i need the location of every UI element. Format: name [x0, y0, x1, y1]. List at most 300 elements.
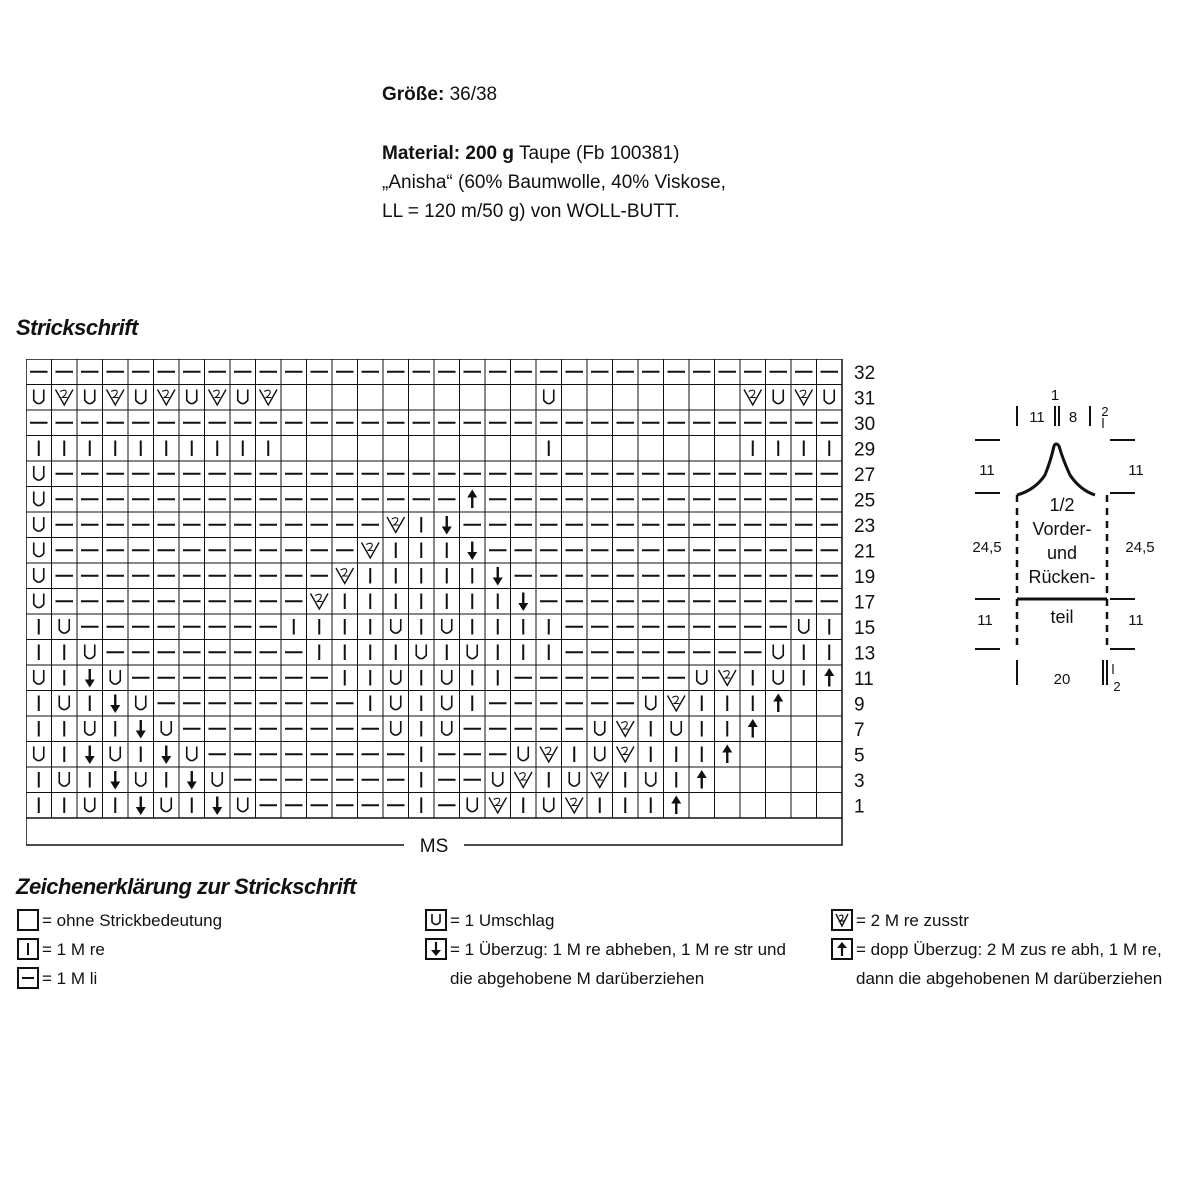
purl-stitch-icon [766, 589, 792, 615]
k2tog-icon [511, 767, 537, 793]
k2tog-icon [715, 665, 741, 691]
purl-stitch-icon [332, 767, 358, 793]
purl-stitch-icon [179, 691, 205, 717]
yarn-over-icon [434, 716, 460, 742]
knit-stitch-icon [358, 563, 384, 589]
knit-stitch-icon [638, 793, 664, 819]
schema-label-part: teil [1050, 607, 1074, 627]
purl-stitch-icon [664, 665, 690, 691]
purl-stitch-icon [536, 487, 562, 513]
k2tog-icon [791, 385, 817, 411]
purl-stitch-icon [307, 512, 333, 538]
knit-stitch-icon [358, 665, 384, 691]
purl-stitch-icon [128, 410, 154, 436]
purl-stitch-icon [358, 461, 384, 487]
purl-stitch-icon [562, 461, 588, 487]
dim-top-2: 2 [1101, 404, 1109, 419]
purl-stitch-icon [256, 410, 282, 436]
purl-stitch-icon [154, 538, 180, 564]
purl-stitch-icon [715, 512, 741, 538]
knit-stitch-icon [511, 614, 537, 640]
purl-stitch-icon [460, 461, 486, 487]
purl-stitch-icon [230, 538, 256, 564]
yarn-over-icon [230, 385, 256, 411]
purl-stitch-icon [256, 691, 282, 717]
purl-stitch-icon [536, 410, 562, 436]
purl-stitch-icon [638, 665, 664, 691]
knit-stitch-icon [740, 665, 766, 691]
yarn-over-icon [587, 716, 613, 742]
purl-stitch-icon [205, 614, 231, 640]
purl-stitch-icon [179, 487, 205, 513]
purl-stitch-icon [307, 767, 333, 793]
yarn-over-icon [52, 691, 78, 717]
knit-stitch-icon [817, 614, 843, 640]
knit-stitch-icon [205, 436, 231, 462]
purl-stitch-icon [715, 640, 741, 666]
purl-stitch-icon [154, 665, 180, 691]
empty-cell-icon [17, 909, 39, 931]
purl-stitch-icon [817, 512, 843, 538]
double-slip-arrow-up-icon [817, 665, 843, 691]
knit-stitch-icon [128, 742, 154, 768]
k2tog-icon [103, 385, 129, 411]
purl-stitch-icon [205, 487, 231, 513]
purl-stitch-icon [52, 538, 78, 564]
k2tog-icon [536, 742, 562, 768]
dim-bottom-2: 2 [1113, 679, 1121, 694]
purl-stitch-icon [664, 640, 690, 666]
slip-over-arrow-down-icon [103, 767, 129, 793]
purl-stitch-icon [154, 359, 180, 385]
knit-stitch-icon [307, 614, 333, 640]
knit-stitch-icon [740, 436, 766, 462]
purl-stitch-icon [613, 691, 639, 717]
purl-stitch-icon [77, 589, 103, 615]
purl-stitch-icon [77, 538, 103, 564]
purl-stitch-icon [434, 410, 460, 436]
purl-stitch-icon [383, 410, 409, 436]
purl-stitch-icon [587, 614, 613, 640]
empty-cell [281, 385, 307, 411]
purl-stitch-icon [230, 614, 256, 640]
purl-stitch-icon [511, 410, 537, 436]
purl-stitch-icon [256, 461, 282, 487]
knit-stitch-icon [332, 665, 358, 691]
purl-stitch-icon [230, 767, 256, 793]
schema-label-back: Rücken- [1028, 567, 1096, 587]
purl-stitch-icon [205, 589, 231, 615]
legend-double-slip-cont: dann die abgehobenen M darüberziehen [856, 969, 1163, 988]
knit-stitch-icon [332, 614, 358, 640]
purl-stitch-icon [77, 461, 103, 487]
purl-stitch-icon [664, 538, 690, 564]
knit-stitch-icon [409, 614, 435, 640]
purl-stitch-icon [77, 487, 103, 513]
purl-stitch-icon [358, 410, 384, 436]
purl-stitch-icon [256, 563, 282, 589]
purl-stitch-icon [766, 410, 792, 436]
purl-stitch-icon [307, 359, 333, 385]
purl-stitch-icon [562, 563, 588, 589]
purl-stitch-icon [103, 640, 129, 666]
yarn-over-icon [154, 793, 180, 819]
yarn-over-icon [425, 909, 447, 931]
purl-stitch-icon [817, 487, 843, 513]
k2tog-icon [831, 909, 853, 931]
purl-stitch-icon [281, 691, 307, 717]
purl-stitch-icon [230, 589, 256, 615]
empty-cell [817, 691, 843, 717]
purl-stitch-icon [179, 640, 205, 666]
yarn-over-icon [766, 385, 792, 411]
purl-stitch-icon [613, 487, 639, 513]
purl-stitch-icon [766, 359, 792, 385]
purl-stitch-icon [205, 359, 231, 385]
k2tog-icon [613, 742, 639, 768]
purl-stitch-icon [664, 359, 690, 385]
yarn-over-icon [26, 589, 52, 615]
purl-stitch-icon [383, 359, 409, 385]
purl-stitch-icon [689, 563, 715, 589]
knit-stitch-icon [485, 589, 511, 615]
knit-stitch-icon [460, 665, 486, 691]
knit-stitch-icon [536, 614, 562, 640]
knit-stitch-icon [434, 589, 460, 615]
purl-stitch-icon [307, 410, 333, 436]
yarn-over-icon [77, 716, 103, 742]
yarn-over-icon [689, 665, 715, 691]
purl-stitch-icon [715, 563, 741, 589]
purl-stitch-icon [434, 767, 460, 793]
purl-stitch-icon [613, 640, 639, 666]
purl-stitch-icon [715, 614, 741, 640]
yarn-over-icon [766, 640, 792, 666]
purl-stitch-icon [409, 487, 435, 513]
purl-stitch-icon [460, 359, 486, 385]
purl-stitch-icon [485, 410, 511, 436]
knit-stitch-icon [664, 742, 690, 768]
knit-stitch-icon [52, 436, 78, 462]
purl-stitch-icon [383, 742, 409, 768]
purl-stitch-icon [511, 563, 537, 589]
purl-stitch-icon [638, 359, 664, 385]
dim-right-11-bottom: 11 [1128, 612, 1144, 629]
empty-cell [562, 385, 588, 411]
empty-cell [485, 385, 511, 411]
knit-stitch-icon [358, 640, 384, 666]
knit-stitch-icon [409, 512, 435, 538]
purl-stitch-icon [689, 589, 715, 615]
legend-item-knit: = 1 M re [17, 935, 222, 964]
k2tog-icon [587, 767, 613, 793]
knit-stitch-icon [638, 716, 664, 742]
purl-stitch-icon [307, 563, 333, 589]
legend-slip-over-cont: die abgehobene M darüberziehen [450, 969, 705, 988]
slip-over-arrow-down-icon [205, 793, 231, 819]
yarn-over-icon [791, 614, 817, 640]
knit-stitch-icon [791, 665, 817, 691]
purl-stitch-icon [740, 589, 766, 615]
purl-stitch-icon [715, 487, 741, 513]
dim-left-11-top: 11 [979, 462, 995, 479]
knit-stitch-icon [791, 436, 817, 462]
purl-stitch-icon [179, 665, 205, 691]
purl-stitch-icon [332, 538, 358, 564]
knit-stitch-icon [485, 640, 511, 666]
yarn-over-icon [128, 691, 154, 717]
purl-stitch-icon [307, 742, 333, 768]
purl-stitch-icon [664, 461, 690, 487]
row-number-label: 7 [854, 719, 865, 741]
purl-stitch-icon [383, 793, 409, 819]
purl-stitch-icon [536, 589, 562, 615]
purl-stitch-icon [52, 359, 78, 385]
legend-col-2 [425, 906, 786, 993]
purl-stitch-icon [205, 512, 231, 538]
purl-stitch-icon [281, 793, 307, 819]
purl-stitch-icon [562, 716, 588, 742]
yarn-over-icon [77, 793, 103, 819]
yarn-over-icon [52, 614, 78, 640]
purl-stitch-icon [817, 589, 843, 615]
yarn-over-icon [383, 614, 409, 640]
yarn-over-icon [103, 742, 129, 768]
dim-left-11-bottom: 11 [977, 612, 993, 629]
knit-stitch-icon [536, 436, 562, 462]
purl-stitch-icon [434, 793, 460, 819]
knit-stitch-icon [17, 938, 39, 960]
purl-stitch-icon [587, 538, 613, 564]
purl-stitch-icon [77, 410, 103, 436]
knit-stitch-icon [587, 793, 613, 819]
purl-stitch-icon [179, 563, 205, 589]
purl-stitch-icon [383, 767, 409, 793]
knit-stitch-icon [383, 538, 409, 564]
knit-stitch-icon [689, 691, 715, 717]
empty-cell [383, 436, 409, 462]
yarn-over-icon [26, 538, 52, 564]
purl-stitch-icon [256, 793, 282, 819]
row-number-label: 17 [854, 592, 876, 614]
purl-stitch-icon [281, 512, 307, 538]
purl-stitch-icon [281, 589, 307, 615]
purl-stitch-icon [740, 538, 766, 564]
purl-stitch-icon [77, 359, 103, 385]
purl-stitch-icon [179, 461, 205, 487]
purl-stitch-icon [562, 410, 588, 436]
purl-stitch-icon [205, 640, 231, 666]
k2tog-icon [52, 385, 78, 411]
yarn-over-icon [154, 716, 180, 742]
double-slip-arrow-up-icon [715, 742, 741, 768]
k2tog-icon [358, 538, 384, 564]
purl-stitch-icon [613, 614, 639, 640]
purl-stitch-icon [587, 359, 613, 385]
yarn-over-icon [485, 767, 511, 793]
purl-stitch-icon [511, 691, 537, 717]
empty-cell [358, 385, 384, 411]
purl-stitch-icon [179, 512, 205, 538]
purl-stitch-icon [205, 538, 231, 564]
purl-stitch-icon [154, 487, 180, 513]
empty-cell [817, 767, 843, 793]
knit-stitch-icon [562, 742, 588, 768]
purl-stitch-icon [332, 793, 358, 819]
empty-cell [664, 385, 690, 411]
yarn-over-icon [409, 640, 435, 666]
purl-stitch-icon [154, 563, 180, 589]
purl-stitch-icon [740, 487, 766, 513]
knit-stitch-icon [26, 793, 52, 819]
purl-stitch-icon [791, 538, 817, 564]
yarn-over-icon [179, 385, 205, 411]
double-slip-arrow-up-icon [740, 716, 766, 742]
purl-stitch-icon [664, 563, 690, 589]
slip-over-arrow-down-icon [460, 538, 486, 564]
slip-over-arrow-down-icon [434, 512, 460, 538]
purl-stitch-icon [281, 410, 307, 436]
yarn-over-icon [383, 716, 409, 742]
purl-stitch-icon [562, 359, 588, 385]
purl-stitch-icon [817, 538, 843, 564]
purl-stitch-icon [638, 640, 664, 666]
purl-stitch-icon [256, 589, 282, 615]
knit-stitch-icon [613, 767, 639, 793]
purl-stitch-icon [536, 691, 562, 717]
purl-stitch-icon [154, 589, 180, 615]
purl-stitch-icon [256, 512, 282, 538]
purl-stitch-icon [26, 410, 52, 436]
purl-stitch-icon [689, 512, 715, 538]
empty-cell [434, 436, 460, 462]
purl-stitch-icon [587, 487, 613, 513]
empty-cell [613, 436, 639, 462]
purl-stitch-icon [485, 461, 511, 487]
purl-stitch-icon [332, 487, 358, 513]
empty-cell [383, 385, 409, 411]
yarn-over-icon [26, 461, 52, 487]
slip-over-arrow-down-icon [77, 742, 103, 768]
purl-stitch-icon [485, 538, 511, 564]
empty-cell [715, 385, 741, 411]
purl-stitch-icon [511, 538, 537, 564]
slip-over-arrow-down-icon [425, 938, 447, 960]
purl-stitch-icon [740, 359, 766, 385]
purl-stitch-icon [128, 640, 154, 666]
purl-stitch-icon [256, 716, 282, 742]
yarn-over-icon [638, 691, 664, 717]
purl-stitch-icon [536, 716, 562, 742]
empty-cell [791, 767, 817, 793]
empty-cell [638, 436, 664, 462]
purl-stitch-icon [485, 487, 511, 513]
purl-stitch-icon [536, 461, 562, 487]
yarn-over-icon [536, 793, 562, 819]
double-slip-arrow-up-icon [664, 793, 690, 819]
purl-stitch-icon [562, 538, 588, 564]
purl-stitch-icon [256, 640, 282, 666]
slip-over-arrow-down-icon [179, 767, 205, 793]
purl-stitch-icon [128, 461, 154, 487]
purl-stitch-icon [256, 665, 282, 691]
purl-stitch-icon [230, 461, 256, 487]
k2tog-icon [205, 385, 231, 411]
purl-stitch-icon [307, 665, 333, 691]
double-slip-arrow-up-icon [766, 691, 792, 717]
purl-stitch-icon [511, 461, 537, 487]
dim-top-8: 8 [1068, 409, 1078, 426]
knit-stitch-icon [536, 640, 562, 666]
purl-stitch-icon [205, 563, 231, 589]
knit-stitch-icon [460, 691, 486, 717]
knit-stitch-icon [77, 436, 103, 462]
purl-stitch-icon [689, 461, 715, 487]
purl-stitch-icon [230, 640, 256, 666]
k2tog-icon [613, 716, 639, 742]
empty-cell [817, 716, 843, 742]
purl-stitch-icon [205, 461, 231, 487]
dim-top-1: 1 [1050, 387, 1060, 404]
purl-stitch-icon [256, 767, 282, 793]
yarn-over-icon [26, 512, 52, 538]
purl-stitch-icon [791, 563, 817, 589]
purl-stitch-icon [664, 614, 690, 640]
purl-stitch-icon [664, 487, 690, 513]
purl-stitch-icon [128, 614, 154, 640]
chart-title: Strickschrift [16, 315, 138, 340]
purl-stitch-icon [817, 461, 843, 487]
knit-stitch-icon [460, 614, 486, 640]
purl-stitch-icon [256, 614, 282, 640]
purl-stitch-icon [434, 359, 460, 385]
slip-over-arrow-down-icon [128, 716, 154, 742]
purl-stitch-icon [103, 538, 129, 564]
knit-stitch-icon [26, 614, 52, 640]
yarn-over-icon [766, 665, 792, 691]
legend-item-double-slip: = dopp Überzug: 2 M zus re abh, 1 M re, [831, 935, 1162, 964]
purl-stitch-icon [358, 359, 384, 385]
purl-stitch-icon [281, 487, 307, 513]
empty-cell [766, 767, 792, 793]
purl-stitch-icon [766, 512, 792, 538]
empty-cell [307, 436, 333, 462]
purl-stitch-icon [154, 614, 180, 640]
legend-title: Zeichenerklärung zur Strickschrift [16, 874, 356, 899]
yarn-over-icon [383, 691, 409, 717]
yarn-over-icon [26, 563, 52, 589]
purl-stitch-icon [664, 512, 690, 538]
purl-stitch-icon [281, 359, 307, 385]
purl-stitch-icon [103, 410, 129, 436]
knit-stitch-icon [409, 691, 435, 717]
knit-stitch-icon [715, 691, 741, 717]
purl-stitch-icon [230, 563, 256, 589]
knit-stitch-icon [281, 614, 307, 640]
purl-stitch-icon [689, 640, 715, 666]
purl-stitch-icon [307, 461, 333, 487]
yarn-over-icon [383, 665, 409, 691]
purl-stitch-icon [128, 538, 154, 564]
purl-stitch-icon [281, 640, 307, 666]
knit-stitch-icon [409, 716, 435, 742]
purl-stitch-icon [638, 512, 664, 538]
knit-stitch-icon [307, 640, 333, 666]
empty-cell [766, 716, 792, 742]
purl-stitch-icon [715, 538, 741, 564]
purl-stitch-icon [434, 461, 460, 487]
dim-top-11: 11 [1029, 409, 1045, 426]
